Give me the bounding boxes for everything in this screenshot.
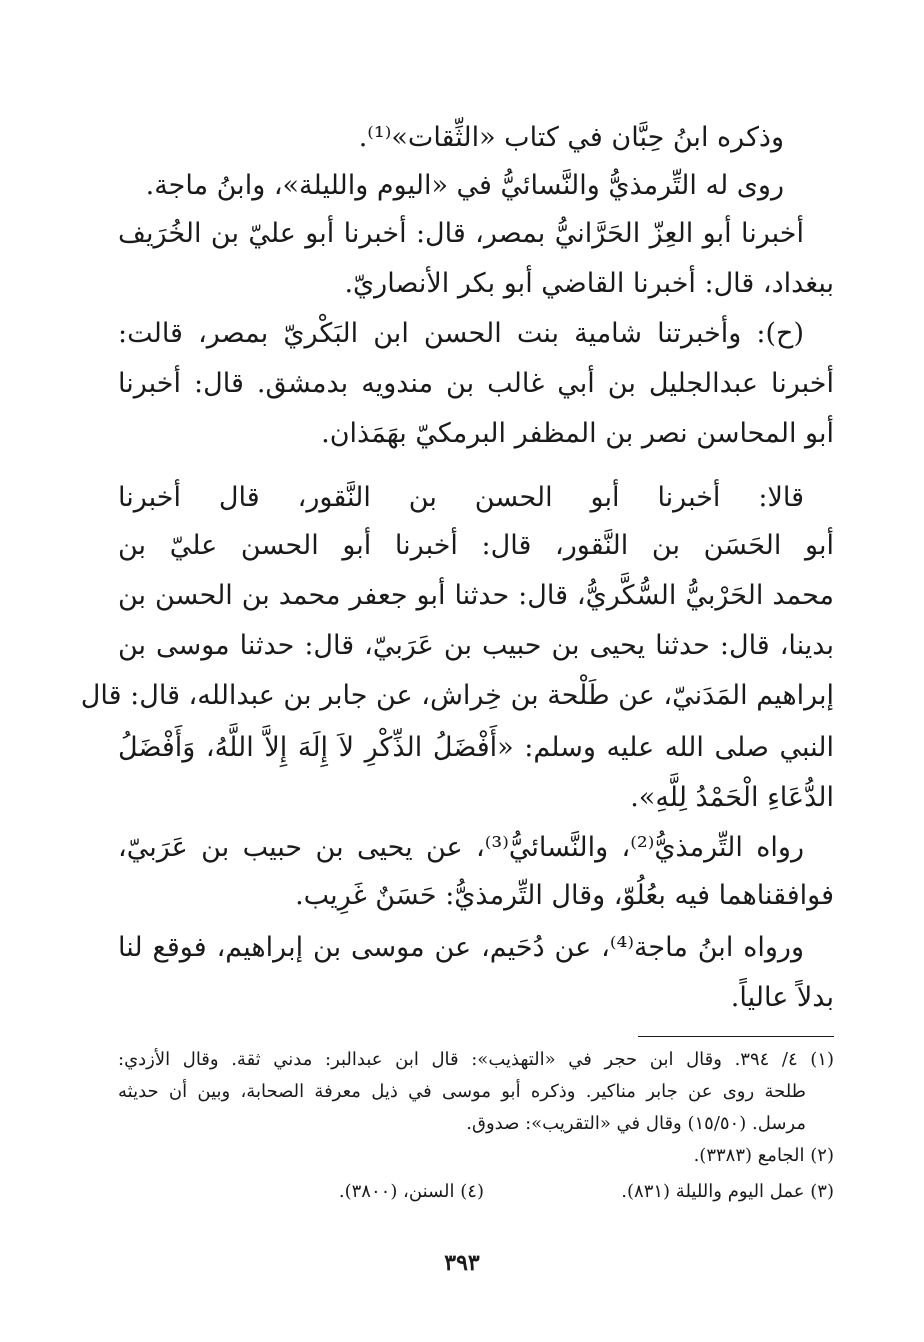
text-line: (ح): وأخبرتنا شامية بنت الحسن ابن البَكْريّ بمصر، قالت:: [118, 318, 804, 349]
text-line: فوافقناهما فيه بعُلُوّ، وقال التِّرمذيُّ: حَسَنٌ غَرِيب.: [295, 880, 834, 911]
text-line: الدُّعَاءِ الْحَمْدُ لِلَّهِ».: [630, 782, 834, 813]
text-line: أخبرنا عبدالجليل بن أبي غالب بن مندويه بدمشق. قال: أخبرنا: [118, 368, 834, 399]
text-line: وذكره ابنُ حِبَّان في كتاب «الثِّقات»⁽¹⁾.: [358, 122, 784, 153]
text-line: النبي صلى الله عليه وسلم: «أَفْضَلُ الذِّكْرِ لاَ إِلَهَ إِلاَّ اللَّهُ، وَأَفْضَلُ: [118, 732, 834, 763]
footnote-line: طلحة روى عن جابر مناكير. وذكره أبو موسى في ذيل معرفة الصحابة، وبين أن حديثه: [118, 1081, 806, 1102]
footnote-line: (٣) عمل اليوم والليلة (٨٣١).: [621, 1181, 834, 1202]
text-line: ورواه ابنُ ماجة⁽⁴⁾، عن دُحَيم، عن موسى بن إبراهيم، فوقع لنا: [118, 932, 805, 963]
text-line: أبو الحَسَن بن النَّقور، قال: أخبرنا أبو الحسن عليّ بن: [118, 530, 834, 561]
footnote-line: (٢) الجامع (٣٣٨٣).: [693, 1145, 834, 1166]
page-number: ٣٩٣: [444, 1250, 480, 1276]
footnote-separator: [638, 1036, 834, 1037]
text-line: أبو المحاسن نصر بن المظفر البرمكيّ بهَمَذان.: [321, 418, 834, 449]
text-line: قالا: أخبرنا أبو الحسن بن النَّقور، قال أخبرنا: [118, 482, 804, 513]
text-line: روى له التِّرمذيُّ والنَّسائيُّ في «اليوم والليلة»، وابنُ ماجة.: [145, 170, 784, 201]
text-line: بدلاً عالياً.: [730, 982, 834, 1013]
text-line: بدينا، قال: حدثنا يحيى بن حبيب بن عَرَبيّ، قال: حدثنا موسى بن: [118, 630, 834, 661]
text-line: محمد الحَرْبيُّ السُّكَّريُّ، قال: حدثنا أبو جعفر محمد بن الحسن بن: [118, 580, 834, 611]
footnote-line: (١) ٤/ ٣٩٤. وقال ابن حجر في «التهذيب»: قال ابن عبدالبر: مدني ثقة. وقال الأزدي:: [118, 1049, 834, 1070]
text-line: ببغداد، قال: أخبرنا القاضي أبو بكر الأنصاريّ.: [344, 268, 834, 299]
footnote-line: مرسل. (١٥/٥٠) وقال في «التقريب»: صدوق.: [466, 1113, 806, 1134]
text-line: أخبرنا أبو العِزّ الحَرَّانيُّ بمصر، قال: أخبرنا أبو عليّ بن الخُرَيف: [118, 218, 804, 249]
text-line: رواه التِّرمذيُّ⁽²⁾، والنَّسائيُّ⁽³⁾، عن يحيى بن حبيب بن عَرَبيّ،: [118, 832, 805, 863]
footnote-line: (٤) السنن، (٣٨٠٠).: [338, 1181, 484, 1202]
text-line: إبراهيم المَدَنيّ، عن طَلْحة بن خِراش، عن جابر بن عبدالله، قال: قال: [80, 680, 834, 711]
